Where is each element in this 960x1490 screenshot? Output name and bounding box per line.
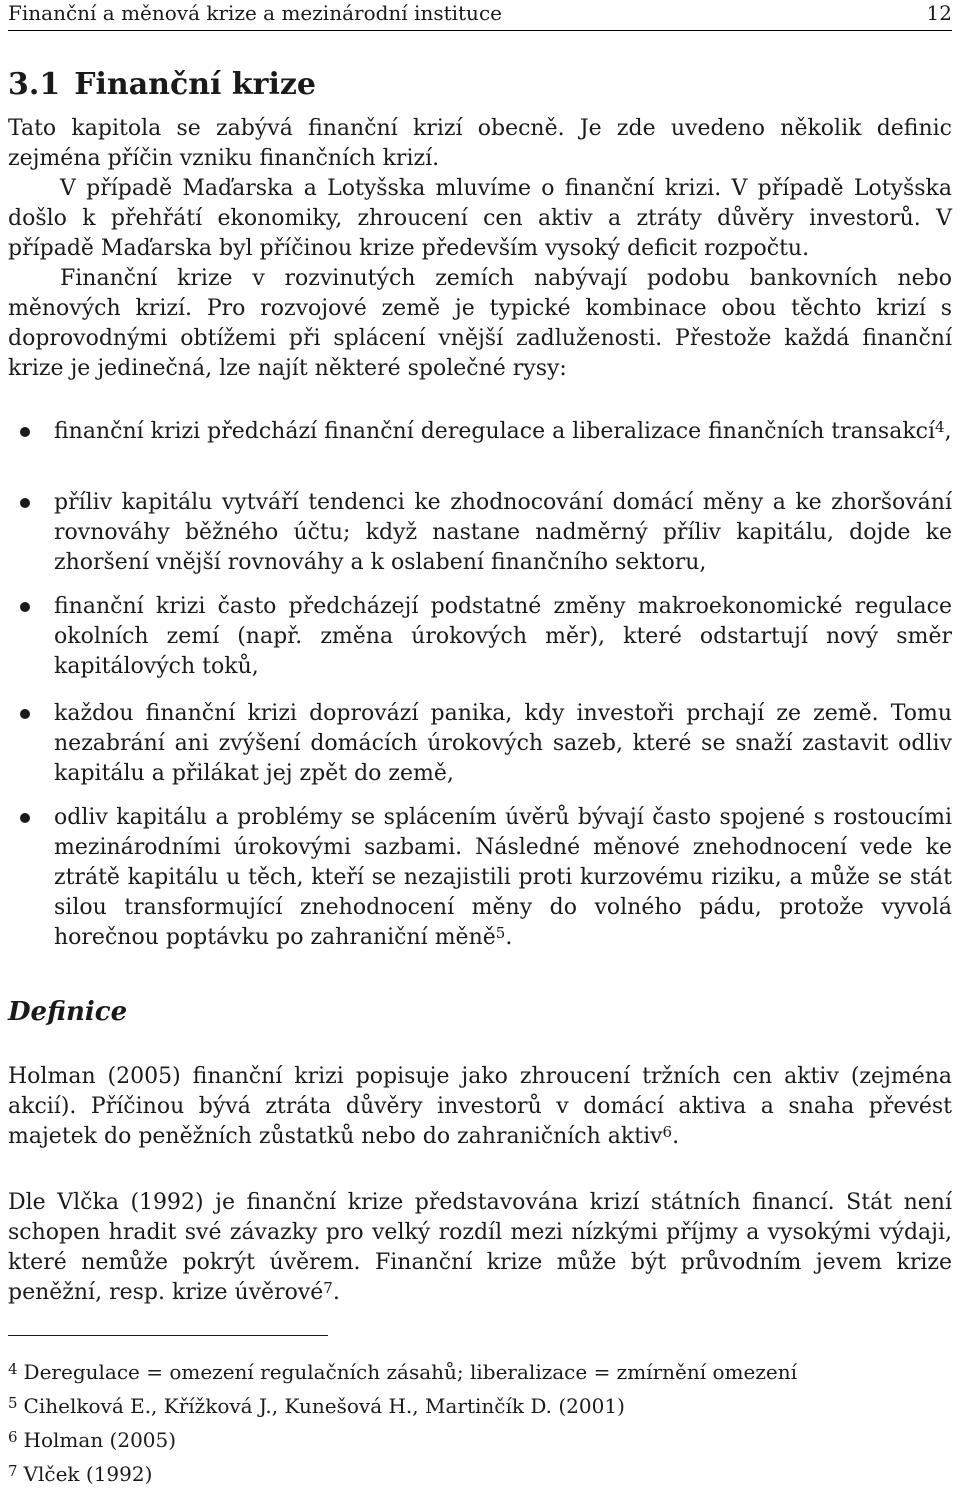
definition-tail: . <box>672 1124 680 1149</box>
list-item-tail: , <box>944 419 952 444</box>
footnote-ref: 5 <box>495 924 506 942</box>
list-item-tail: . <box>505 925 513 950</box>
bullet-icon <box>20 709 30 719</box>
list-item <box>54 417 952 447</box>
footnote-ref: 4 <box>935 418 945 436</box>
footnote-separator <box>8 1335 328 1336</box>
list-item <box>54 592 952 682</box>
footnote <box>8 1456 952 1490</box>
intro-paragraph-1: Tato kapitola se zabývá finanční krizí obecně. Je zde uvedeno několik definic zejména příčin vzniku finančních krizí. <box>8 116 952 171</box>
list-item-text: finanční krizi často předcházejí podstatné změny makroekonomické regulace okolních zemí (např. změna úrokových měr), které odstartují nový směr kapitálových toků, <box>54 594 952 679</box>
intro-paragraph-3: Finanční krize v rozvinutých zemích nabývají podobu bankovních nebo měnových krizí. Pro rozvojové země je typické kombinace obou těchto krizí s doprovodnými obtížemi při splácení vnější zadluženosti. Přestože každá finanční krize je jedinečná, lze najít některé společné rysy: <box>8 266 952 381</box>
footnote-ref: 6 <box>662 1123 673 1141</box>
definition-text: Dle Vlčka (1992) je finanční krize představována krizí státních financí. Stát není schopen hradit své závazky pro velký rozdíl mezi nízkými příjmy a vysokými výdaji, které nemůže pokrýt úvěrem. Finanční krize může být průvodním jevem krize peněžní, resp. krize úvěrové <box>8 1190 952 1305</box>
list-item-text: příliv kapitálu vytváří tendenci ke zhodnocování domácí měny a ke zhoršování rovnováhy běžného účtu; když nastane nadměrný příliv kapitálu, dojde ke zhoršení vnější rovnováhy a k oslabení finančního sektoru, <box>54 490 952 575</box>
list-item-text: každou finanční krizi doprovází panika, kdy investoři prchají ze země. Tomu nezabrání ani zvýšení domácích úrokových sazeb, které se snaží zastavit odliv kapitálu a přilákat jej zpět do země, <box>54 701 952 786</box>
definition-tail: . <box>332 1280 340 1305</box>
intro-text <box>8 114 952 384</box>
list-item <box>54 803 952 953</box>
section-heading <box>8 66 316 104</box>
section-title: Finanční krize <box>74 67 316 102</box>
list-item <box>54 488 952 578</box>
footnote-text: Deregulace = omezení regulačních zásahů; liberalizace = zmírnění omezení <box>23 1360 797 1384</box>
footnotes <box>8 1354 952 1490</box>
definice-heading: Definice <box>8 997 128 1027</box>
footnote <box>8 1422 952 1456</box>
footnote-text: Vlček (1992) <box>23 1462 153 1486</box>
list-item-text: finanční krizi předchází finanční deregulace a liberalizace finančních transakcí <box>54 419 936 444</box>
footnote-text: Cihelková E., Křížková J., Kunešová H., Martinčík D. (2001) <box>23 1394 625 1418</box>
header-title: Finanční a měnová krize a mezinárodní instituce <box>8 1 502 25</box>
definition-paragraph-vlcek <box>8 1188 952 1308</box>
footnote-ref: 7 <box>323 1279 333 1297</box>
footnote-number: 4 <box>8 1360 18 1378</box>
bullet-icon <box>20 498 30 508</box>
footnote-number: 5 <box>8 1394 18 1412</box>
section-number: 3.1 <box>8 67 61 102</box>
bullet-icon <box>20 602 30 612</box>
definition-paragraph-holman <box>8 1062 952 1152</box>
footnote <box>8 1354 952 1388</box>
page-number: 12 <box>926 1 952 25</box>
footnote-number: 6 <box>8 1428 18 1446</box>
bullet-icon <box>20 813 30 823</box>
list-item <box>54 699 952 789</box>
footnote-text: Holman (2005) <box>23 1428 177 1452</box>
running-header <box>8 0 952 31</box>
intro-paragraph-2: V případě Maďarska a Lotyšska mluvíme o finanční krizi. V případě Lotyšska došlo k přehřátí ekonomiky, zhroucení cen aktiv a ztráty důvěry investorů. V případě Maďarska byl příčinou krize především vysoký deficit rozpočtu. <box>8 176 952 261</box>
footnote <box>8 1388 952 1422</box>
list-item-text: odliv kapitálu a problémy se splácením úvěrů bývají často spojené s rostoucími mezinárodními úrokovými sazbami. Následné měnové znehodnocení vede ke ztrátě kapitálu u těch, kteří se nezajistili proti kurzovému riziku, a může se stát silou transformující znehodnocení měny do volného pádu, protože vyvolá horečnou poptávku po zahraniční měně <box>54 805 952 950</box>
definition-text: Holman (2005) finanční krizi popisuje jako zhroucení tržních cen aktiv (zejména akcií). Příčinou bývá ztráta důvěry investorů v domácí aktiva a snaha převést majetek do peněžních zůstatků nebo do zahraničních aktiv <box>8 1064 952 1149</box>
footnote-number: 7 <box>8 1462 18 1480</box>
bullet-icon <box>20 427 30 437</box>
